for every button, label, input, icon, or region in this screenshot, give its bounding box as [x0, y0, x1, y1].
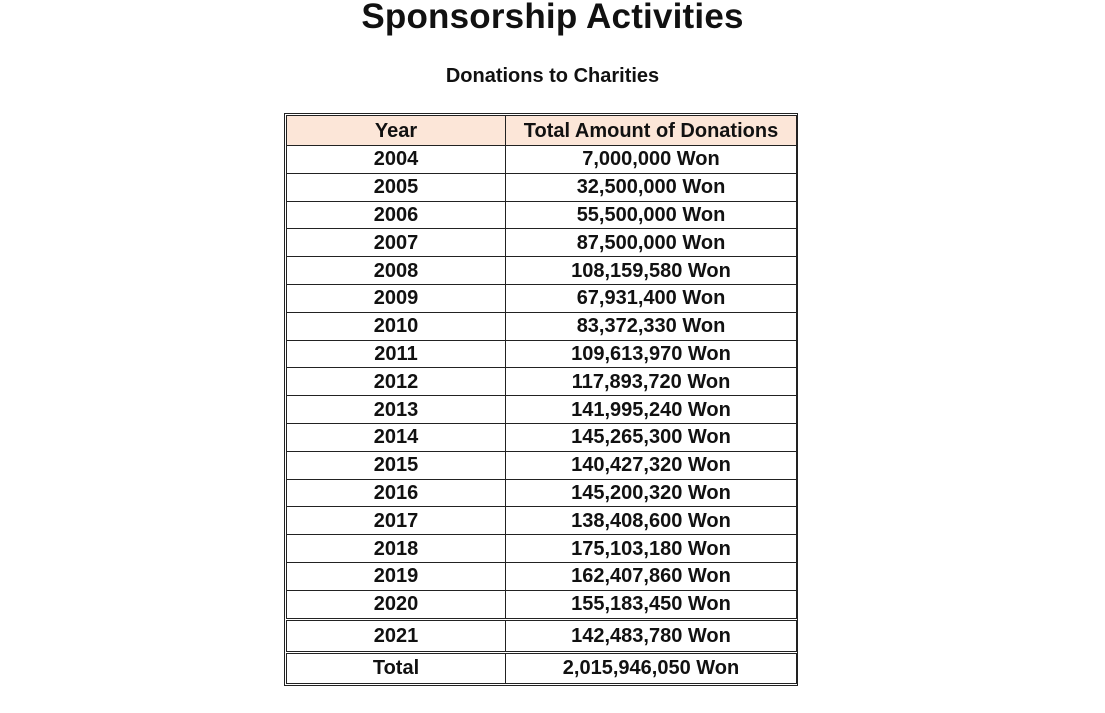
table-row [287, 619, 797, 652]
table-row [287, 479, 797, 507]
table-row [287, 562, 797, 590]
cell-amount: 175,103,180 Won [506, 535, 797, 563]
table-row [287, 451, 797, 479]
total-label: Total [287, 652, 506, 683]
table-header-row [287, 116, 797, 146]
cell-amount: 32,500,000 Won [506, 173, 797, 201]
cell-year: 2017 [287, 507, 506, 535]
cell-amount: 155,183,450 Won [506, 590, 797, 619]
cell-amount: 55,500,000 Won [506, 201, 797, 229]
cell-year: 2007 [287, 229, 506, 257]
cell-year: 2011 [287, 340, 506, 368]
cell-amount: 141,995,240 Won [506, 396, 797, 424]
cell-amount: 7,000,000 Won [506, 146, 797, 174]
column-header-year: Year [287, 116, 506, 146]
cell-year: 2010 [287, 312, 506, 340]
table-row [287, 340, 797, 368]
table-row [287, 396, 797, 424]
cell-year: 2021 [287, 619, 506, 652]
cell-year: 2018 [287, 535, 506, 563]
table-row [287, 257, 797, 285]
table-row [287, 590, 797, 619]
total-amount: 2,015,946,050 Won [506, 652, 797, 683]
cell-amount: 108,159,580 Won [506, 257, 797, 285]
cell-amount: 83,372,330 Won [506, 312, 797, 340]
table-row [287, 229, 797, 257]
cell-amount: 117,893,720 Won [506, 368, 797, 396]
table-row [287, 284, 797, 312]
cell-year: 2013 [287, 396, 506, 424]
table-row [287, 201, 797, 229]
cell-year: 2006 [287, 201, 506, 229]
table-row [287, 535, 797, 563]
donations-table [286, 115, 797, 684]
cell-amount: 87,500,000 Won [506, 229, 797, 257]
column-header-amount: Total Amount of Donations [506, 116, 797, 146]
cell-year: 2019 [287, 562, 506, 590]
cell-amount: 109,613,970 Won [506, 340, 797, 368]
cell-year: 2008 [287, 257, 506, 285]
page-title: Sponsorship Activities [361, 0, 744, 36]
cell-amount: 162,407,860 Won [506, 562, 797, 590]
cell-year: 2015 [287, 451, 506, 479]
table-row [287, 423, 797, 451]
table-row [287, 173, 797, 201]
cell-year: 2020 [287, 590, 506, 619]
table-row [287, 146, 797, 174]
cell-amount: 140,427,320 Won [506, 451, 797, 479]
table-row [287, 507, 797, 535]
cell-amount: 145,265,300 Won [506, 423, 797, 451]
cell-year: 2005 [287, 173, 506, 201]
cell-year: 2012 [287, 368, 506, 396]
section-subtitle: Donations to Charities [445, 65, 660, 87]
donations-table-frame [284, 113, 798, 686]
cell-year: 2014 [287, 423, 506, 451]
cell-amount: 67,931,400 Won [506, 284, 797, 312]
table-row [287, 312, 797, 340]
total-row [287, 652, 797, 683]
table-row [287, 368, 797, 396]
cell-year: 2004 [287, 146, 506, 174]
cell-amount: 142,483,780 Won [506, 619, 797, 652]
cell-amount: 145,200,320 Won [506, 479, 797, 507]
cell-year: 2009 [287, 284, 506, 312]
cell-amount: 138,408,600 Won [506, 507, 797, 535]
cell-year: 2016 [287, 479, 506, 507]
